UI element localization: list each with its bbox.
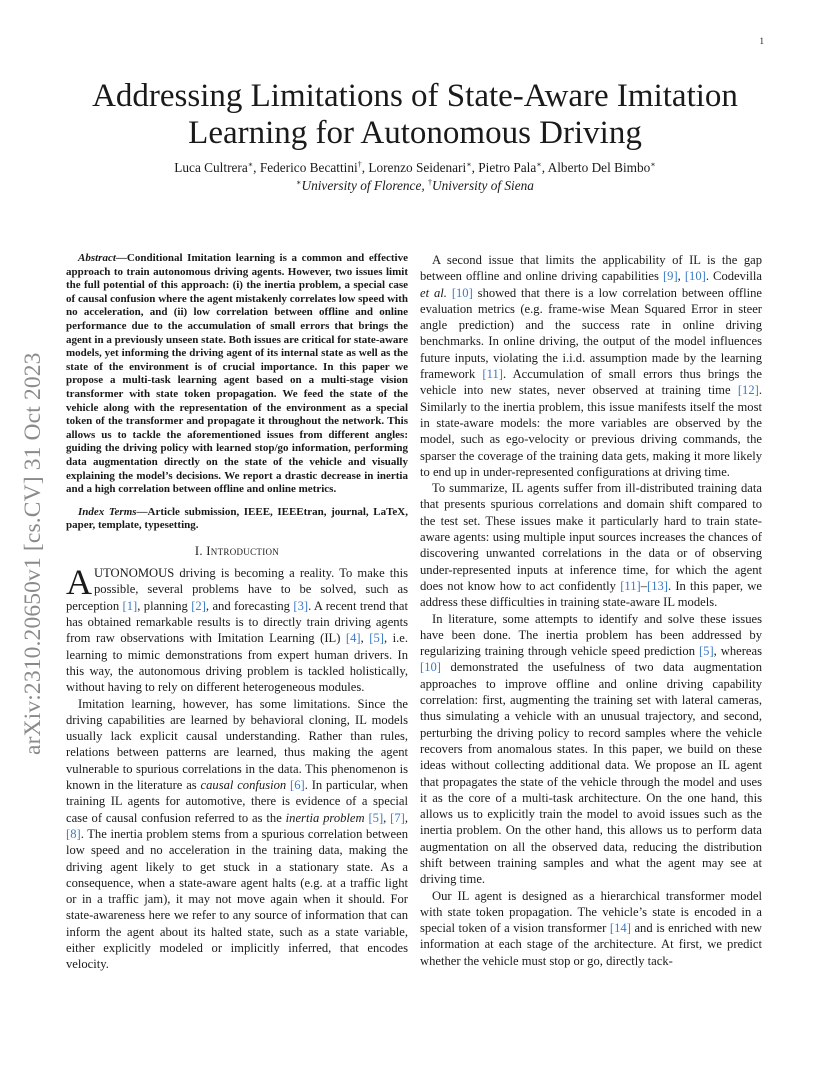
- citation-link[interactable]: [10]: [684, 269, 706, 284]
- abstract-label: Abstract: [78, 252, 116, 264]
- affiliation-mark: ∗: [650, 160, 656, 169]
- citation-link[interactable]: [9]: [662, 269, 678, 284]
- citation-link[interactable]: [8]: [66, 826, 81, 841]
- left-column: [66, 252, 408, 1037]
- citation-link[interactable]: [2]: [191, 598, 206, 613]
- body-text: , i.e. learning to mimic demonstrations from expert human drivers. In this way, the autonomous driving problem is tackled holistically, without having to rely on different heterogeneous modules.: [66, 631, 409, 695]
- body-text: Imitation learning, however, has some limitations. Since the driving capabilities are learned by behavioral cloning, IL models usually lack explicit causal understanding. Rather than rules, relations between patterns are learned, thus making the agent vulnerable to spurious correlations in the data. This phenomenon is known in the literature as: [66, 696, 408, 793]
- author-name: Pietro Pala: [478, 160, 537, 175]
- affiliation-mark: ∗: [466, 160, 472, 169]
- arxiv-stamp: [22, 285, 44, 755]
- affiliation-mark: ∗: [296, 178, 302, 187]
- body-text: ,: [360, 631, 370, 646]
- body-text: ,: [677, 269, 685, 284]
- citation-link[interactable]: [5]: [368, 810, 384, 825]
- citation-link[interactable]: [11]: [482, 367, 503, 382]
- citation-link[interactable]: [10]: [420, 660, 441, 675]
- affiliation-name: University of Florence: [301, 178, 422, 193]
- citation-link[interactable]: [3]: [293, 598, 309, 613]
- body-text: , planning: [137, 598, 192, 613]
- author-name: Lorenzo Seidenari: [368, 160, 467, 175]
- citation-link[interactable]: [13]: [647, 578, 668, 593]
- citation-link[interactable]: [5]: [369, 631, 384, 646]
- right-body: [420, 252, 762, 969]
- affiliation-list: ∗University of Florence, †University of Siena: [296, 178, 534, 193]
- author-name: Luca Cultrera: [174, 160, 248, 175]
- affiliation-mark: †: [428, 178, 433, 187]
- paper-title: [70, 78, 760, 152]
- author-name: Federico Becattini: [259, 160, 358, 175]
- affiliation-mark: ∗: [536, 160, 542, 169]
- body-paragraph: [420, 480, 762, 610]
- body-text: , whereas: [713, 644, 762, 659]
- body-paragraph: [420, 611, 762, 888]
- body-text: –: [640, 578, 647, 593]
- citation-link[interactable]: [7]: [390, 810, 405, 825]
- body-text: . Similarly to the inertia problem, this issue manifests itself the most in state-aware models: the more variables are observed by the model, such as ego-velocity or previous driving commands, the sparser the coverage of the training data gets, making it more likely to end up in under-represented configurations at driving time.: [420, 383, 762, 479]
- body-text: Our IL agent is designed as a hierarchical transformer model with state token propagation. The vehicle’s state is encoded in a special token of a vision transformer: [420, 888, 762, 936]
- arxiv-identifier[interactable]: arXiv:2310.20650v1 [cs.CV] 31 Oct 2023: [20, 352, 46, 755]
- index-terms-label: Index Terms: [78, 505, 137, 518]
- body-text: showed that there is a low correlation between offline evaluation metrics (e.g. frame-wise Mean Squared Error in steer angle prediction) and the success rate in online driving benchmarks. In online driving, the output of the model influences future inputs, violating the i.i.d. assumption made by the learning framework: [420, 285, 762, 382]
- citation-link[interactable]: [1]: [122, 598, 138, 613]
- body-text: . Accumulation of small errors thus brings the vehicle into new states, never observed at training time: [420, 367, 762, 398]
- citation-link[interactable]: [6]: [290, 778, 305, 793]
- body-text: , and forecasting: [205, 598, 294, 613]
- index-terms-text: —Article submission, IEEE, IEEEtran, journal, LaTeX, paper, template, typesetting.: [66, 505, 408, 532]
- body-text: . In particular, when training IL agents for automotive, there is evidence of a special case of causal confusion referred to as the: [66, 778, 408, 825]
- affiliation-mark: †: [357, 160, 362, 169]
- citation-link[interactable]: [12]: [737, 383, 759, 398]
- body-text: ,: [404, 810, 409, 825]
- body-text: . In this paper, we address these difficulties in training state-aware IL models.: [420, 578, 762, 610]
- drop-cap: A: [66, 562, 92, 603]
- body-text: ,: [383, 810, 391, 825]
- body-paragraph: [66, 696, 408, 973]
- body-text: In literature, some attempts to identify and solve these issues have been done. The inertia problem has been addressed by regularizing training through vehicle speed prediction: [420, 611, 762, 659]
- body-text: and is enriched with new information at each stage of the architecture. At first, we predict whether the vehicle must stop or go, directly tack-: [420, 921, 762, 968]
- body-text: demonstrated the usefulness of two data augmentation approaches to improve offline and online driving capability correlation: first, augmenting the training set with lateral cameras, thus simulating a vehicle with an unusual trajectory, and second, perturbing the driving policy to record samples where the vehicle recovers from anomalous states. In this paper, we build on these ideas without collecting additional data. We propose an IL agent that propagates the state of the vehicle through the model and uses it as the core of a multi-task architecture. On the one hand, this allows us to explicitly train the model to avoid issues such as the inertia problem. On the other hand, this allows us to perform data augmentation on all the observed data, reducing the distribution shift between training samples and what the agent may see at driving time.: [420, 660, 762, 887]
- right-column: [420, 252, 762, 1037]
- emphasis-text: causal confusion: [200, 778, 287, 793]
- title-line-1: Addressing Limitations of State-Aware Imitation: [92, 78, 738, 114]
- body-paragraph: [66, 562, 409, 695]
- citation-link[interactable]: [5]: [698, 644, 714, 659]
- body-text: . The inertia problem stems from a spurious correlation between low speed and no acceleration in the training data, making the driving agent likely to get stuck in a stationary state. As a consequence, when a state-aware agent halts (e.g. at a traffic light or in a traffic jam), it may not move again when it should. For state-awareness here we refer to any source of information that can inform the agent about its halted state, such as a state variable, either explicitly modeled or implicitly inferred, that encodes velocity.: [66, 826, 408, 972]
- page-number: 1: [759, 36, 764, 46]
- section-heading-introduction: I. Introduction: [194, 543, 280, 558]
- citation-link[interactable]: [10]: [451, 285, 473, 300]
- emphasis-text: et al.: [420, 285, 447, 300]
- body-text: UTONOMOUS driving is becoming a reality. To make this possible, several problems have to be solved, such as perception: [66, 566, 408, 613]
- index-terms: [66, 506, 408, 533]
- emphasis-text: inertia problem: [285, 810, 365, 825]
- body-text: To summarize, IL agents suffer from ill-distributed training data that presents spurious correlations and domain shift compared to the test set. These issues make it particularly hard to train state-aware agents: using multiple input sources increases the chances of discovering unwanted correlations in the data or of observing under-represented inputs at inference time, for which the agent does not know how to act confidently: [420, 481, 762, 593]
- left-body: [66, 562, 409, 972]
- body-text: . A recent trend that has obtained remarkable results is to directly train driving agents from raw observations with Imitation Learning (IL): [66, 598, 408, 646]
- abstract: [66, 252, 408, 497]
- body-text: A second issue that limits the applicability of IL is the gap between offline and online driving capabilities: [420, 253, 762, 284]
- body-text: . Codevilla: [705, 269, 763, 284]
- author-name: Alberto Del Bimbo: [547, 160, 651, 175]
- citation-link[interactable]: [14]: [609, 921, 631, 936]
- affiliation-name: University of Siena: [432, 178, 534, 193]
- author-list: Luca Cultrera∗, Federico Becattini†, Lorenzo Seidenari∗, Pietro Pala∗, Alberto Del Bimbo∗: [174, 160, 656, 175]
- body-paragraph: [420, 252, 762, 480]
- citation-link[interactable]: [11]: [620, 578, 641, 593]
- body-paragraph: [420, 888, 762, 969]
- citation-link[interactable]: [4]: [345, 631, 361, 646]
- affiliation-mark: ∗: [247, 160, 254, 169]
- title-line-2: Learning for Autonomous Driving: [188, 115, 642, 151]
- abstract-text: —Conditional Imitation learning is a common and effective approach to train autonomous driving agents. However, two issues limit the full potential of this approach: (i) the inertia problem, a special case of causal confusion where the agent mistakenly correlates low speed with no acceleration, and (ii) low correlation between offline and online performance due to the accumulation of small errors that brings the agent in a previously unseen state. Both issues are critical for state-aware models, yet informing the driving agent of its internal state as well as the state of the environment is of crucial importance. In this paper we propose a multi-task learning agent based on a multi-stage vision transformer with state token propagation. We feed the state of the vehicle along with the representation of the environment as a special token of the transformer and propagate it throughout the network. This allows us to tackle the aforementioned issues from different angles: guiding the driving policy with learned stop/go information, performing data augmentation directly on the state of the vehicle and visually explaining the model’s decisions. We report a drastic decrease in inertia and a high correlation between offline and online metrics.: [66, 252, 408, 496]
